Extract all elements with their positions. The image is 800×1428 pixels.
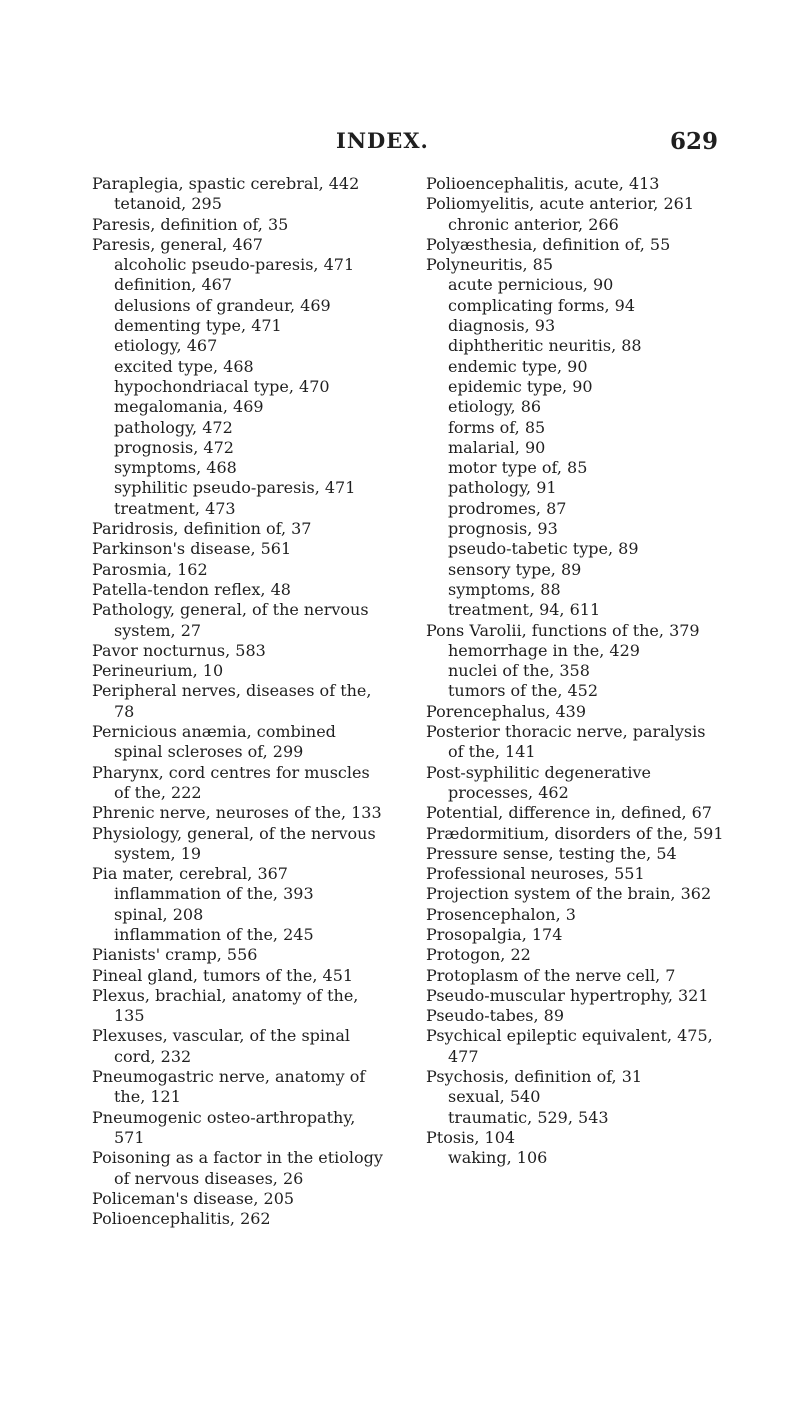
index-subentry: megalomania, 469 [114, 397, 264, 417]
index-entry: Phrenic nerve, neuroses of the, 133 [92, 803, 382, 823]
index-entry: Pharynx, cord centres for muscles of the, 222 [92, 762, 370, 802]
index-entry: Porencephalus, 439 [426, 701, 587, 721]
index-entry: Polyneuritis, 85 [426, 255, 554, 275]
index-subentry: hypochondriacal type, 470 [114, 376, 330, 396]
index-entry: Physiology, general, of the nervous system, 19 [92, 823, 376, 863]
index-entry: Plexuses, vascular, of the spinal cord, 232 [92, 1026, 350, 1066]
index-entry: Paraplegia, spastic cerebral, 442 [92, 174, 360, 193]
index-entry: Pianists' cramp, 556 [92, 945, 258, 965]
index-subentry: sensory type, 89 [448, 559, 582, 579]
index-entry: Psychical epileptic equivalent, 475, 477 [426, 1026, 713, 1066]
index-entry: Paridrosis, definition of, 37 [92, 519, 312, 539]
index-entry: Prosencephalon, 3 [426, 904, 576, 924]
index-entry: Psychosis, definition of, 31 [426, 1067, 643, 1087]
index-entry: Plexus, brachial, anatomy of the, 135 [92, 985, 359, 1026]
index-subentry: prodromes, 87 [448, 498, 567, 518]
page-title: INDEX. [336, 128, 429, 153]
index-entry: Pavor nocturnus, 583 [92, 640, 266, 660]
index-subentry: complicating forms, 94 [448, 295, 636, 315]
index-entry: Peripheral nerves, diseases of the, 78 [92, 681, 372, 721]
index-subentry: pseudo-tabetic type, 89 [448, 539, 639, 559]
index-column-left [92, 174, 388, 1229]
index-subentry: etiology, 86 [448, 397, 542, 417]
index-entry: Perineurium, 10 [92, 661, 224, 681]
index-entry: Polioencephalitis, acute, 413 [426, 174, 660, 193]
index-subentry: prognosis, 472 [114, 437, 234, 457]
index-entry: Pseudo-muscular hypertrophy, 321 [426, 985, 709, 1005]
index-subentry: waking, 106 [448, 1148, 548, 1168]
index-entry: Protogon, 22 [426, 945, 531, 965]
page-number: 629 [669, 128, 718, 155]
index-subentry: hemorrhage in the, 429 [448, 640, 640, 660]
index-subentry: pathology, 91 [448, 478, 557, 498]
index-entry: Pneumogastric nerve, anatomy of the, 121 [92, 1067, 366, 1107]
index-subentry: symptoms, 88 [448, 579, 561, 599]
index-subentry: delusions of grandeur, 469 [114, 295, 331, 315]
index-subentry: excited type, 468 [114, 356, 254, 376]
index-entry: Professional neuroses, 551 [426, 864, 645, 884]
index-entry: Projection system of the brain, 362 [426, 884, 712, 904]
index-entry: Pons Varolii, functions of the, 379 [426, 620, 700, 640]
index-subentry: acute pernicious, 90 [448, 275, 614, 295]
index-subentry: spinal, 208 [114, 904, 204, 924]
index-entry: Patella-tendon reflex, 48 [92, 579, 291, 599]
index-subentry: dementing type, 471 [114, 316, 282, 336]
index-entry: Poliomyelitis, acute anterior, 261 [426, 194, 694, 214]
index-entry: Polyæsthesia, definition of, 55 [426, 234, 671, 254]
page-header [0, 128, 800, 158]
index-subentry: inflammation of the, 245 [114, 924, 314, 944]
index-subentry: prognosis, 93 [448, 519, 558, 539]
index-entry: Pia mater, cerebral, 367 [92, 864, 288, 884]
index-subentry: tetanoid, 295 [114, 194, 222, 214]
index-entry: Poisoning as a factor in the etiology of nervous diseases, 26 [92, 1148, 383, 1188]
index-entry: Potential, difference in, defined, 67 [426, 803, 712, 823]
index-subentry: symptoms, 468 [114, 458, 237, 478]
index-subentry: diphtheritic neuritis, 88 [448, 336, 642, 356]
index-entry: Paresis, general, 467 [92, 234, 263, 254]
index-entry: Posterior thoracic nerve, paralysis of the, 141 [426, 722, 706, 762]
index-entry: Pernicious anæmia, combined spinal scleroses of, 299 [92, 722, 336, 762]
index-subentry: alcoholic pseudo-paresis, 471 [114, 255, 355, 275]
index-subentry: definition, 467 [114, 275, 232, 295]
index-subentry: forms of, 85 [448, 417, 546, 437]
index-entry: Paresis, definition of, 35 [92, 214, 289, 234]
index-entry: Policeman's disease, 205 [92, 1188, 295, 1208]
index-subentry: syphilitic pseudo-paresis, 471 [114, 478, 356, 498]
index-entry: Pressure sense, testing the, 54 [426, 843, 677, 863]
index-subentry: endemic type, 90 [448, 356, 588, 376]
index-subentry: diagnosis, 93 [448, 316, 556, 336]
index-subentry: sexual, 540 [448, 1087, 541, 1107]
index-subentry: malarial, 90 [448, 437, 546, 457]
index-subentry: pathology, 472 [114, 417, 233, 437]
index-subentry: motor type of, 85 [448, 458, 588, 478]
index-entry: Polioencephalitis, 262 [92, 1209, 271, 1229]
index-entry: Post-syphilitic degenerative processes, 462 [426, 762, 651, 802]
index-entry: Pneumogenic osteo-arthropathy, 571 [92, 1107, 356, 1147]
index-entry: Parosmia, 162 [92, 559, 208, 579]
index-entry: Prosopalgia, 174 [426, 924, 563, 944]
index-subentry: traumatic, 529, 543 [448, 1107, 609, 1127]
index-subentry: etiology, 467 [114, 336, 218, 356]
index-entry: Pseudo-tabes, 89 [426, 1006, 565, 1026]
index-subentry: chronic anterior, 266 [448, 214, 619, 234]
index-entry: Pineal gland, tumors of the, 451 [92, 965, 354, 985]
index-subentry: inflammation of the, 393 [114, 884, 314, 904]
index-entry: Protoplasm of the nerve cell, 7 [426, 965, 676, 985]
index-column-right [426, 174, 726, 1169]
index-subentry: epidemic type, 90 [448, 376, 593, 396]
index-subentry: tumors of the, 452 [448, 681, 599, 701]
index-entry: Pathology, general, of the nervous system, 27 [92, 600, 369, 640]
index-entry: Prædormitium, disorders of the, 591 [426, 823, 724, 843]
index-subentry: nuclei of the, 358 [448, 661, 590, 681]
index-entry: Ptosis, 104 [426, 1127, 516, 1147]
index-entry: Parkinson's disease, 561 [92, 539, 292, 559]
index-subentry: treatment, 473 [114, 498, 236, 518]
index-subentry: treatment, 94, 611 [448, 600, 601, 620]
